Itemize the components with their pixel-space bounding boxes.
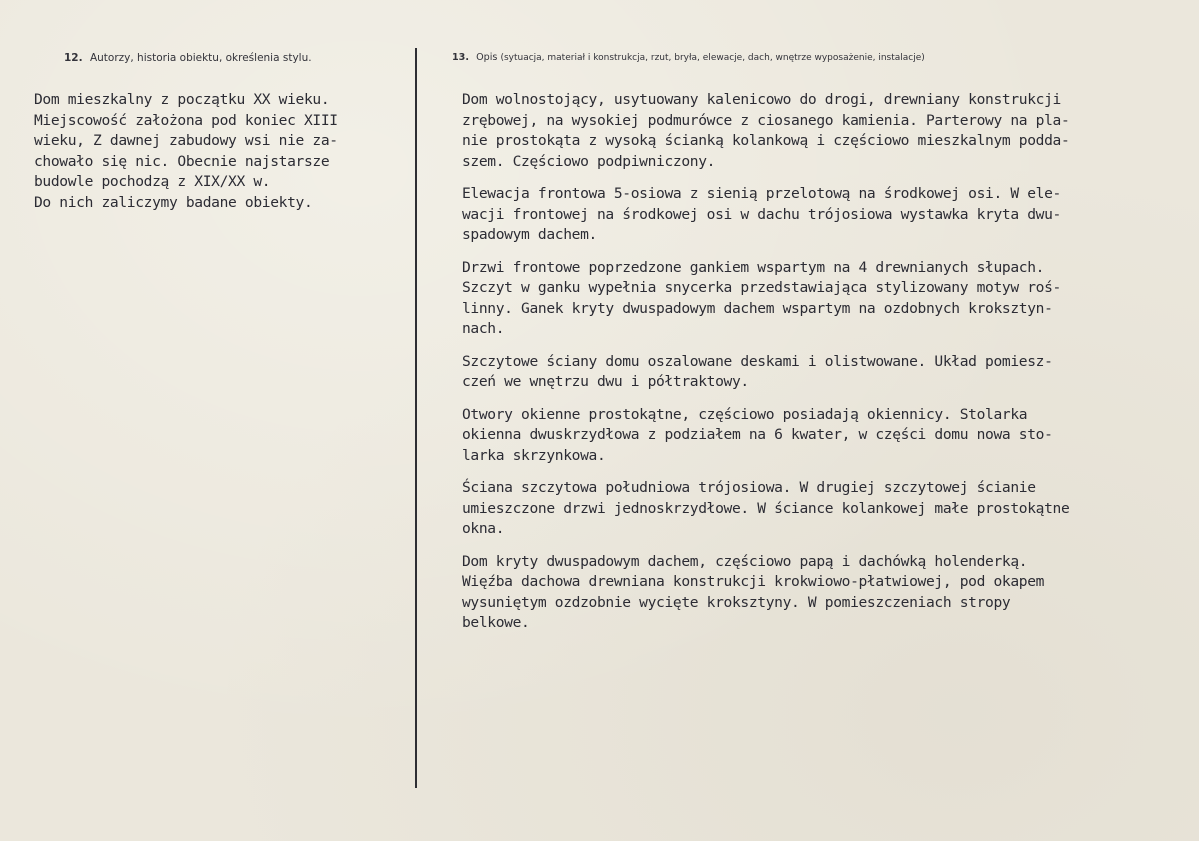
section-13-details: (sytuacja, materiał i konstrukcja, rzut, bryła, elewacje, dach, wnętrze wyposażenie, instalacje)	[500, 53, 925, 63]
description-line: czeń we wnętrzu dwu i półtraktowy.	[462, 373, 749, 390]
description-paragraph-walls	[462, 352, 1182, 393]
description-line: Więźba dachowa drewniana konstrukcji krokwiowo-płatwiowej, pod okapem	[462, 573, 1045, 590]
description-line: belkowe.	[462, 614, 530, 631]
history-line: Dom mieszkalny z początku XX wieku.	[34, 91, 330, 108]
description-line: Otwory okienne prostokątne, częściowo posiadają okiennicy. Stolarka	[462, 405, 1028, 423]
description-line: okna.	[462, 520, 505, 537]
history-line: budowle pochodzą z XIX/XX w.	[34, 173, 271, 190]
history-line: chowało się nic. Obecnie najstarsze	[34, 152, 330, 170]
column-divider	[415, 48, 417, 788]
description-line: spadowym dachem.	[462, 226, 597, 243]
section-12-title: Autorzy, historia obiektu, określenia stylu.	[89, 52, 312, 64]
description-line: Elewacja frontowa 5-osiowa z sienią przelotową na środkowej osi. W ele-	[462, 185, 1061, 202]
description-line: umieszczone drzwi jednoskrzydłowe. W ściance kolankowej małe prostokątne	[462, 499, 1070, 517]
section-13-header	[452, 52, 925, 63]
description-paragraph-building	[462, 90, 1182, 172]
description-line: Dom kryty dwuspadowym dachem, częściowo papą i dachówką holenderką.	[462, 552, 1028, 570]
description-paragraph-windows	[462, 405, 1182, 467]
description-line: larka skrzynkowa.	[462, 446, 606, 464]
description-line: nach.	[462, 320, 505, 337]
description-paragraph-facade	[462, 184, 1182, 246]
description-line: wysuniętym ozdzobnie wycięte kroksztyny. W pomieszczeniach stropy	[462, 593, 1011, 611]
description-line: szem. Częściowo podpiwniczony.	[462, 152, 716, 170]
description-text	[462, 90, 1182, 646]
section-13-title: Opis	[476, 52, 498, 63]
history-text	[34, 90, 406, 213]
description-line: Dom wolnostojący, usytuowany kalenicowo do drogi, drewniany konstrukcji	[462, 91, 1061, 108]
description-paragraph-gable	[462, 478, 1182, 540]
description-paragraph-roof	[462, 552, 1182, 634]
description-line: Ściana szczytowa południowa trójosiowa. W drugiej szczytowej ścianie	[462, 479, 1036, 496]
description-line: Drzwi frontowe poprzedzone gankiem wspartym na 4 drewnianych słupach.	[462, 258, 1045, 276]
description-line: okienna dwuskrzydłowa z podziałem na 6 kwater, w części domu nowa sto-	[462, 426, 1053, 443]
section-12-header	[64, 52, 312, 64]
description-line: Szczyt w ganku wypełnia snycerka przedstawiająca stylizowany motyw roś-	[462, 279, 1061, 296]
description-line: linny. Ganek kryty dwuspadowym dachem wspartym na ozdobnych kroksztyn-	[462, 299, 1053, 317]
history-line: Miejscowość założona pod koniec XIII	[34, 111, 338, 129]
description-paragraph-porch	[462, 258, 1182, 340]
description-line: zrębowej, na wysokiej podmurówce z ciosanego kamienia. Parterowy na pla-	[462, 111, 1070, 129]
history-line: wieku, Z dawnej zabudowy wsi nie za-	[34, 132, 338, 149]
history-line: Do nich zaliczymy badane obiekty.	[34, 193, 313, 211]
description-line: nie prostokąta z wysoką ścianką kolankową i częściowo mieszkalnym podda-	[462, 132, 1070, 149]
description-line: wacji frontowej na środkowej osi w dachu trójosiowa wystawka kryta dwu-	[462, 205, 1061, 223]
section-13-number: 13.	[452, 52, 469, 63]
description-line: Szczytowe ściany domu oszalowane deskami i olistwowane. Układ pomiesz-	[462, 352, 1053, 370]
section-12-number: 12.	[64, 52, 83, 64]
